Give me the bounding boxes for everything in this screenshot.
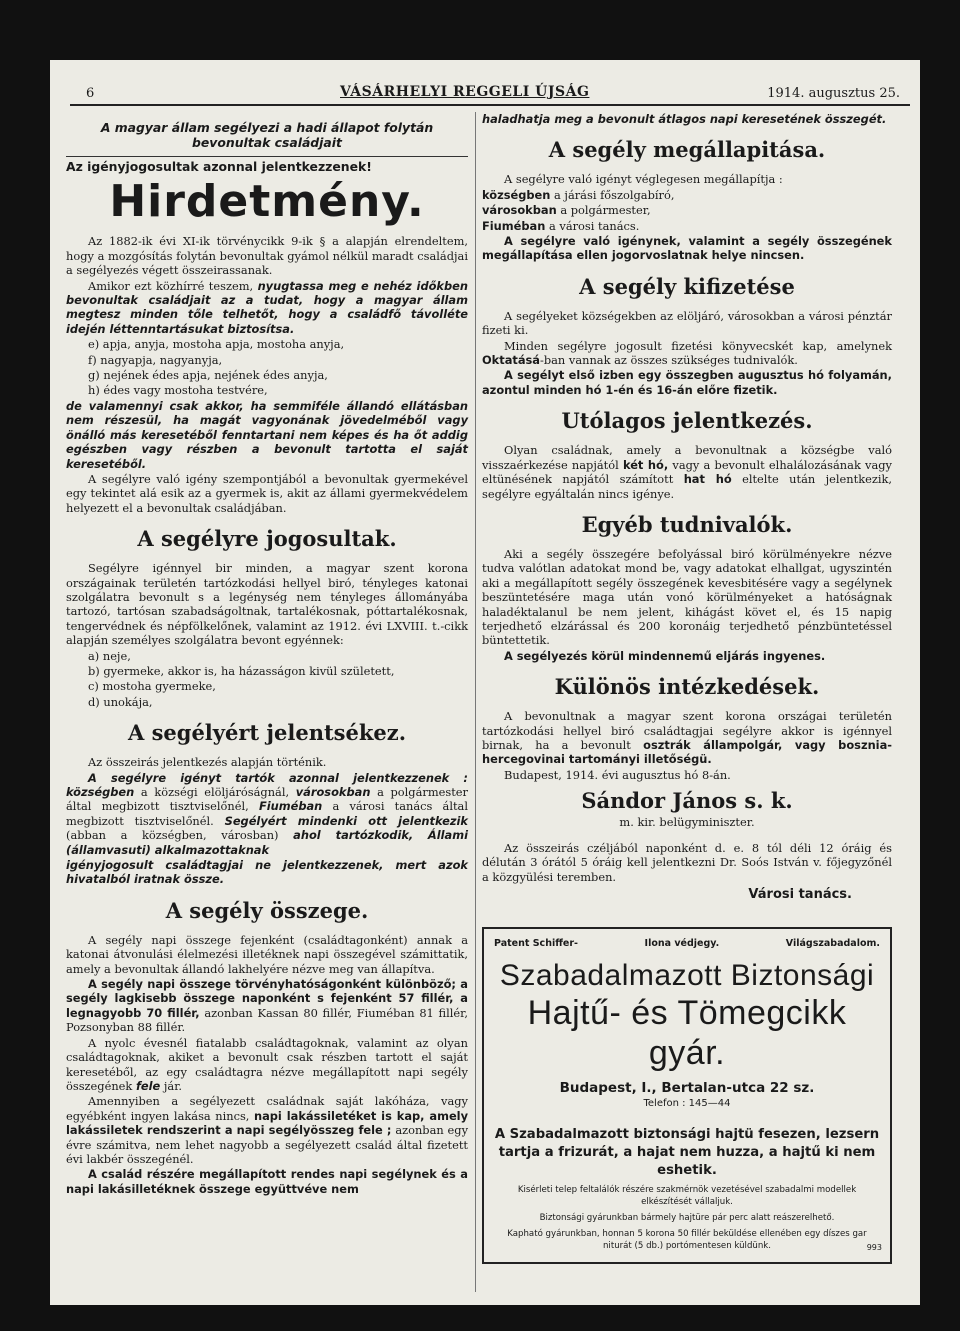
paragraph: A segélyeket községekben az elöljáró, városokban a városi pénztár fizeti ki. bbox=[482, 308, 892, 338]
paragraph: A segélyre igényt tartók azonnal jelentkezzenek : községben a községi elöljáróságnál, városokban a polgármester által megbizott tisztviselőnél, Fiuméban a városi tanács által megbizott tisztviselőnél. Segélyért mindenki ott jelentkezik (abban a községben, városban) ahol tartózkodik, Állami (államvasuti) alkalmazottaknak bbox=[66, 770, 468, 857]
paragraph: A segély napi összege törvényhatóságonként különböző; a segély lagkisebb összege naponként s fejenként 57 fillér, a legnagyobb 70 fillér, azonban Kassan 80 fillér, Fiuméban 81 fillér, Pozsonyban 88 fillér. bbox=[66, 977, 468, 1035]
paragraph: A segélyt első izben egy összegben augusztus hó folyamán, azontul minden hó 1-én és 16-án előre fizetik. bbox=[482, 368, 892, 397]
paragraph: Olyan családnak, amely a bevonultnak a községbe való visszaérkezése napjától két hó, vagy a bevonult elhalálozásának vagy eltünésének napjától számított hat hó eltelte után jelentkezik, segélyre egyáltalán nincs igénye. bbox=[482, 443, 892, 501]
left-column bbox=[66, 112, 468, 1197]
list-item: b) gyermeke, akkor is, ha házasságon kivül született, bbox=[88, 663, 395, 678]
section-heading-special: Különös intézkedések. bbox=[554, 674, 820, 700]
section-heading-eligible: A segélyre jogosultak. bbox=[137, 526, 397, 552]
ad-address: Budapest, I., Bertalan-utca 22 sz. bbox=[559, 1080, 815, 1097]
list-item: d) unokája, bbox=[88, 694, 153, 709]
paragraph: Az összeirás jelentkezés alapján történik. bbox=[88, 755, 327, 770]
section-heading-determination: A segély megállapitása. bbox=[548, 137, 826, 163]
paragraph: igényjogosult családtagjai ne jelentkezzenek, mert azok hivatalból iratnak össze. bbox=[66, 858, 468, 887]
paragraph: Az összeirás czéljából naponként d. e. 8 tól déli 12 óráig és délután 3 órától 5 óráig kell jelentkezni Dr. Soós István v. főjegyzőnél a közgyülési teremben. bbox=[482, 841, 892, 884]
section-heading-late: Utólagos jelentkezés. bbox=[561, 408, 813, 434]
relatives-list-2 bbox=[66, 649, 468, 710]
paragraph: A segélyre való igény szempontjából a bevonultak gyermekével egy tekintet alá esik az a gyermek is, akit az állami gyermekvédelem helyezett el a bevonultak családjában. bbox=[66, 471, 468, 515]
relatives-list-1 bbox=[66, 337, 468, 398]
section-heading-apply: A segélyért jelentsékez. bbox=[127, 720, 407, 746]
issue-date: 1914. augusztus 25. bbox=[767, 86, 900, 101]
section-heading-amount: A segély összege. bbox=[165, 897, 369, 923]
ad-title-1: Szabadalmazott Biztonsági bbox=[499, 959, 875, 993]
newspaper-title: VÁSÁRHELYI REGGELI ÚJSÁG bbox=[340, 84, 590, 100]
paragraph: Aki a segély összegére befolyással biró körülményekre nézve tudva valótlan adatokat mond be, vagy adatokat elhallgat, ugyszintén aki a megállapított segély összegének kevesbitésére vagy a segélynek beszüntetésére maga után vonó körülményeket a hatóságnak haladéktalanul be nem jelent, kihágást követ el, és 15 napig terjedhető elzárással és 200 koronáig terjedhető pénzbüntetéssel büntettetik. bbox=[482, 546, 892, 648]
lead-subheadline: Az igényjogosultak azonnal jelentkezzenek! bbox=[66, 156, 468, 174]
paragraph: haladhatja meg a bevonult átlagos napi keresetének összegét. bbox=[482, 112, 887, 126]
paragraph: A bevonultnak a magyar szent korona országai területén tartózkodási hellyel biró családtagjai segélyre akkor is igénnyel birnak, ha a bevonult osztrák állampolgár, vagy bosznia-hercegovinai tartományi illetőségü. bbox=[482, 709, 893, 767]
newspaper-page bbox=[50, 60, 920, 1305]
ad-number: 993 bbox=[866, 1243, 882, 1253]
right-column bbox=[482, 112, 892, 1264]
paragraph: Amennyiben a segélyezett családnak saját lakóháza, vagy egyébként ingyen lakása nincs, napi lakássiletéket is kap, amely lakássiletek rendszerint a napi segélyösszeg fele ; azonban egy évre számitva, nem lehet nagyobb a segélyezett család által fizetett évi lakbér összegénél. bbox=[66, 1094, 469, 1166]
paragraph: Az 1882-ik évi XI-ik törvénycikk 9-ik § a alapján elrendeltem, hogy a mozgósítás folytán bevonultak gyámol nélkül maradt családjai a segélyezés végett összeirassanak. bbox=[66, 234, 468, 278]
section-heading-other: Egyéb tudnivalók. bbox=[581, 511, 793, 537]
page-number: 6 bbox=[86, 86, 95, 101]
column-divider bbox=[475, 112, 476, 1292]
paragraph: Amikor ezt közhírré teszem, nyugtassa meg e nehéz időkben bevonultak családjait az a tudat, hogy a magyar állam megtesz minden tőle telhetőt, hogy a családfő távolléte idején léttenntartásukat biztosítsa. bbox=[66, 278, 468, 336]
ad-world-patent: Világszabadalom. bbox=[785, 937, 880, 949]
list-item: h) édes vagy mostoha testvére, bbox=[88, 383, 268, 398]
signature-title: m. kir. belügyminiszter. bbox=[619, 814, 755, 829]
paragraph: A segélyezés körül mindennemű eljárás ingyenes. bbox=[504, 648, 826, 663]
lead-headline: A magyar állam segélyezi a hadi állapot folytán bevonultak családjait bbox=[100, 120, 434, 150]
paragraph: Minden segélyre jogosult fizetési könyvecskét kap, amelynek Oktatásá-ban vannak az összes szükséges tudnivalók. bbox=[482, 338, 892, 368]
paragraph: A család részére megállapított rendes napi segélynek és a napi lakásilletéknek összege együttvéve nem bbox=[66, 1167, 468, 1196]
signature: Sándor János s. k. bbox=[581, 788, 793, 814]
paragraph: A nyolc évesnél fiatalabb családtagoknak, valamint az olyan családtagoknak, akiket a bevonult csak részben tartott el saját keresetéből, az egy családtagra nézve megállapított napi segély összegének fele jár. bbox=[66, 1035, 468, 1093]
paragraph: A segély napi összege fejenként (családtagonként) annak a katonai átvonulási élelmezési illetéknek napi összegével számittatik, amely a bevonultak állandó lakhelyére nézve meg van állapítva. bbox=[66, 932, 468, 976]
paragraph: A segélyre való igényt véglegesen megállapítja : bbox=[504, 172, 783, 187]
ad-phone: Telefon : 145—44 bbox=[643, 1098, 731, 1110]
ad-trademark: Ilona védjegy. bbox=[644, 937, 720, 949]
list-item: városokban a polgármester, bbox=[482, 203, 651, 218]
ad-small-3: Kapható gyárunkban, honnan 5 korona 50 fillér beküldése ellenében egy díszes gar niturát (5 db.) portómentesen küldünk. bbox=[507, 1228, 867, 1251]
paragraph: Segélyre igénnyel bir minden, a magyar szent korona országainak területén tartózkodási hellyel biró, tényleges katonai szolgálatra bevonult s a legénység nem tényleges állományába tartozó, tartósan szabadságoltnak, tartalékosnak, póttartalékosnak, tengervédnek és népfölkelőnek, valamint az 1912. évi LXVIII. t.-cikk alapján személyes szolgálatra bevont egyénnek: bbox=[66, 561, 468, 648]
place-date: Budapest, 1914. évi augusztus hó 8-án. bbox=[504, 767, 731, 782]
list-item: községben a járási főszolgabíró, bbox=[482, 187, 675, 202]
section-heading-payment: A segély kifizetése bbox=[579, 273, 795, 299]
list-item: c) mostoha gyermeke, bbox=[88, 679, 216, 694]
ad-top-line bbox=[494, 937, 880, 951]
paragraph: de valamennyi csak akkor, ha semmiféle állandó ellátásban nem részesül, ha magát vagyonának jövedelméből vagy önálló más keresetéből fenntartani nem képes és ha őt addig egészben vagy részben a bevonult tartotta el saját keresetéből. bbox=[66, 398, 468, 471]
ad-patent: Patent Schiffer- bbox=[494, 937, 578, 949]
paragraph: A segélyre való igénynek, valamint a segély összegének megállapítása ellen jogorvoslatnak helye nincsen. bbox=[482, 234, 892, 263]
advertisement bbox=[482, 927, 892, 1264]
ad-body: A Szabadalmazott biztonsági hajtü fesezen, lezsern tartja a frizurát, a hajat nem huzza, a hajtű ki nem eshetik. bbox=[494, 1126, 880, 1178]
list-item: g) nejének édes apja, nejének édes anyja, bbox=[88, 368, 328, 383]
page-header bbox=[70, 82, 910, 106]
ad-title-2: Hajtű- és Tömegcikk gyár. bbox=[527, 994, 847, 1073]
list-item: Fiuméban a városi tanács. bbox=[482, 218, 640, 233]
ad-small-2: Biztonsági gyárunkban bármely hajtüre pár perc alatt reászerelhető. bbox=[539, 1212, 835, 1223]
list-item: a) neje, bbox=[88, 648, 131, 663]
list-item: e) apja, anyja, mostoha apja, mostoha anyja, bbox=[88, 337, 345, 352]
council-signature: Városi tanács. bbox=[748, 887, 852, 903]
announcement-title: Hirdetmény. bbox=[109, 176, 425, 228]
list-item: f) nagyapja, nagyanyja, bbox=[88, 352, 223, 367]
ad-small-1: Kisérleti telep feltalálók részére szakmérnök vezetésével szabadalmi modellek elkészítését vállaljuk. bbox=[517, 1184, 857, 1207]
